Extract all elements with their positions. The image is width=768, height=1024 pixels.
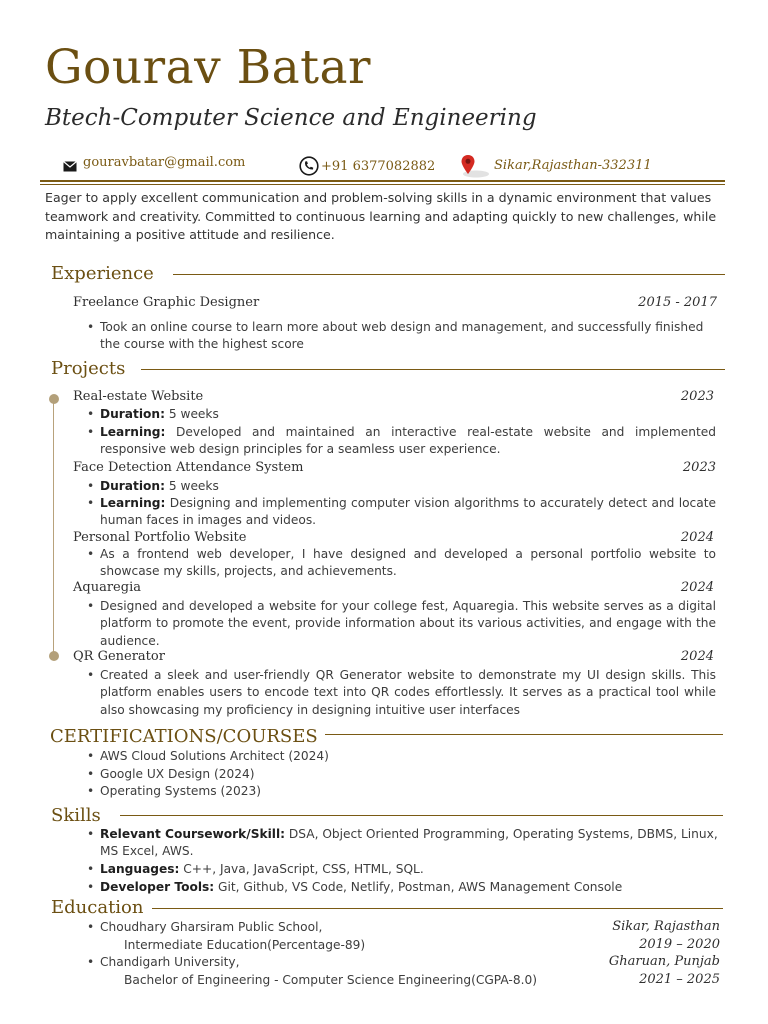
project-description: • Created a sleek and user-friendly QR Generator website to demonstrate my UI design skills. This platform enables users to encode text into QR codes effortlessly. It serves as a practical tool while also showcasing my proficiency in designing intuitive user interfaces <box>87 668 716 717</box>
section-heading-skills: Skills <box>51 805 101 826</box>
resume-subtitle: Btech-Computer Science and Engineering <box>45 105 537 131</box>
project-title: Personal Portfolio Website <box>73 530 247 545</box>
skills-divider <box>120 815 723 816</box>
project-duration: • Duration: 5 weeks <box>87 479 219 493</box>
education-years: 2019 – 2020 <box>639 937 720 952</box>
education-years: 2021 – 2025 <box>639 972 720 987</box>
header-divider-secondary <box>40 184 725 185</box>
project-learning: • Learning: Developed and maintained an interactive real-estate website and implemented responsive web design principles for a seamless user experience. <box>87 425 716 457</box>
section-heading-certifications: CERTIFICATIONS/COURSES <box>50 726 318 747</box>
header-divider <box>40 180 725 182</box>
resume-name: Gourav Batar <box>45 40 372 95</box>
timeline-dot-end <box>49 651 59 661</box>
experience-date: 2015 - 2017 <box>638 295 717 310</box>
projects-divider <box>141 369 725 370</box>
project-title: Aquaregia <box>73 580 141 595</box>
education-school: • Chandigarh University, <box>87 955 240 969</box>
experience-bullet: • Took an online course to learn more about web design and management, and successfully finished the course with the highest score <box>87 320 704 352</box>
projects-timeline-line <box>53 399 54 658</box>
location-text: Sikar,Rajasthan-332311 <box>494 157 652 173</box>
contact-email[interactable] <box>63 156 245 172</box>
email-text[interactable]: gouravbatar@gmail.com <box>83 154 246 170</box>
skill-item: • Relevant Coursework/Skill: DSA, Object Oriented Programming, Operating Systems, DBMS, Linux, MS Excel, AWS. <box>87 827 718 859</box>
project-learning: • Learning: Designing and implementing computer vision algorithms to accurately detect and locate human faces in images and videos. <box>87 496 716 528</box>
experience-bullet-text: Took an online course to learn more about web design and management, and successfully finished the course with the highest score <box>100 320 704 352</box>
education-degree: Intermediate Education(Percentage-89) <box>124 938 366 952</box>
experience-divider <box>173 274 725 275</box>
certifications-divider <box>325 734 723 735</box>
section-heading-education: Education <box>51 897 144 918</box>
phone-text[interactable]: +91 6377082882 <box>321 158 436 174</box>
timeline-dot-start <box>49 394 59 404</box>
map-pin-icon <box>460 154 490 178</box>
skill-item: • Developer Tools: Git, Github, VS Code, Netlify, Postman, AWS Management Console <box>87 880 623 894</box>
education-place: Gharuan, Punjab <box>608 954 720 969</box>
project-title: QR Generator <box>73 649 165 664</box>
education-place: Sikar, Rajasthan <box>612 919 720 934</box>
experience-title: Freelance Graphic Designer <box>73 295 260 310</box>
envelope-icon <box>63 161 77 172</box>
project-date: 2023 <box>680 389 714 404</box>
project-title: Face Detection Attendance System <box>73 460 304 475</box>
certification-item: • Google UX Design (2024) <box>87 767 255 781</box>
summary-text: Eager to apply excellent communication and problem-solving skills in a dynamic environment that values teamwork and creativity. Committed to continuous learning and adapting quickly to new challenges, while maintaining a positive attitude and resilience. <box>45 190 717 242</box>
contact-location <box>460 154 652 178</box>
project-date: 2024 <box>680 649 714 664</box>
education-divider <box>152 908 723 909</box>
project-duration: • Duration: 5 weeks <box>87 407 219 421</box>
project-date: 2024 <box>680 530 714 545</box>
project-description: • Designed and developed a website for your college fest, Aquaregia. This website serves as a digital platform to promote the event, provide information about its various activities, and engage with the audience. <box>87 599 716 648</box>
project-title: Real-estate Website <box>73 389 204 404</box>
project-description: • As a frontend web developer, I have designed and developed a personal portfolio website to showcase my skills, projects, and achievements. <box>87 547 716 579</box>
education-degree: Bachelor of Engineering - Computer Science Engineering(CGPA-8.0) <box>124 973 537 987</box>
contact-phone[interactable] <box>299 156 435 176</box>
section-heading-experience: Experience <box>51 263 154 284</box>
certification-item: • AWS Cloud Solutions Architect (2024) <box>87 749 329 763</box>
skill-item: • Languages: C++, Java, JavaScript, CSS, HTML, SQL. <box>87 862 424 876</box>
project-date: 2023 <box>682 460 716 475</box>
section-heading-projects: Projects <box>51 358 126 379</box>
project-date: 2024 <box>680 580 714 595</box>
education-school: • Choudhary Gharsiram Public School, <box>87 920 323 934</box>
certification-item: • Operating Systems (2023) <box>87 784 262 798</box>
phone-icon <box>299 156 319 176</box>
